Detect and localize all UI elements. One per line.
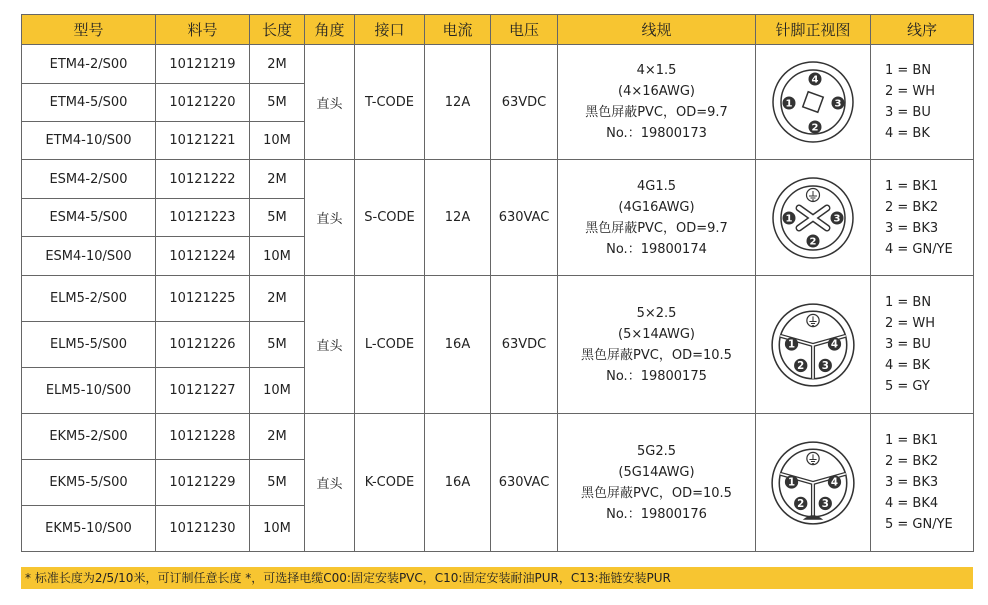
model-cell: ELM5-2/S00 bbox=[22, 276, 156, 322]
gauge-line: (5×14AWG) bbox=[618, 326, 695, 342]
interface-cell: T-CODE bbox=[355, 45, 425, 160]
ground-pin-icon bbox=[807, 452, 819, 464]
table-row bbox=[22, 276, 974, 322]
part-number-cell: 10121230 bbox=[156, 506, 250, 552]
gauge-line: No.：19800174 bbox=[606, 241, 707, 257]
part-number-cell: 10121220 bbox=[156, 84, 250, 122]
svg-text:4: 4 bbox=[830, 339, 839, 351]
wire-line: 2 = WH bbox=[885, 316, 936, 331]
wire-line: 2 = WH bbox=[885, 84, 936, 99]
gauge-line: 黑色屏蔽PVC，OD=9.7 bbox=[585, 220, 728, 236]
part-number-cell: 10121221 bbox=[156, 122, 250, 160]
length-cell: 5M bbox=[250, 199, 305, 237]
part-number-cell: 10121227 bbox=[156, 368, 250, 414]
pin-3 bbox=[819, 358, 832, 371]
gauge-line: 5G2.5 bbox=[636, 443, 677, 459]
length-cell: 5M bbox=[250, 322, 305, 368]
cable-gauge-cell bbox=[558, 276, 756, 414]
footnote: * 标准长度为2/5/10米，可订制任意长度 *，可选择电缆C00:固定安装PVC，C10:固定安装耐油PUR，C13:拖链安装PUR bbox=[21, 567, 973, 589]
table-row bbox=[22, 45, 974, 84]
length-cell: 10M bbox=[250, 506, 305, 552]
spec-table bbox=[21, 14, 974, 552]
pin-1 bbox=[785, 337, 798, 350]
part-number-cell: 10121226 bbox=[156, 322, 250, 368]
k-code-pin-diagram-icon bbox=[767, 437, 859, 529]
wire-line: 1 = BN bbox=[885, 63, 932, 78]
length-cell: 5M bbox=[250, 84, 305, 122]
svg-text:2: 2 bbox=[797, 360, 805, 372]
pin-view-cell bbox=[756, 414, 871, 552]
cable-gauge-cell bbox=[558, 160, 756, 276]
pin-1 bbox=[783, 211, 796, 224]
pin-2 bbox=[809, 121, 822, 134]
interface-cell: S-CODE bbox=[355, 160, 425, 276]
wire-line: 3 = BK3 bbox=[885, 220, 939, 236]
gauge-line: 4×1.5 bbox=[636, 63, 677, 78]
gauge-line: (5G14AWG) bbox=[618, 464, 695, 480]
model-cell: ETM4-2/S00 bbox=[22, 45, 156, 84]
wire-line: 3 = BU bbox=[885, 337, 931, 352]
length-cell: 10M bbox=[250, 368, 305, 414]
part-number-cell: 10121229 bbox=[156, 460, 250, 506]
cable-gauge-cell bbox=[558, 45, 756, 160]
length-cell: 2M bbox=[250, 414, 305, 460]
voltage-cell: 63VDC bbox=[491, 276, 558, 414]
wire-line: 1 = BN bbox=[885, 295, 932, 310]
wire-line: 4 = BK4 bbox=[885, 496, 939, 511]
gauge-line: (4×16AWG) bbox=[618, 84, 695, 99]
interface-cell: L-CODE bbox=[355, 276, 425, 414]
s-code-pin-diagram-icon bbox=[768, 173, 858, 263]
voltage-cell: 630VAC bbox=[491, 414, 558, 552]
wiring-cell bbox=[871, 45, 974, 160]
svg-text:4: 4 bbox=[811, 74, 819, 86]
wire-line: 4 = GN/YE bbox=[885, 241, 953, 257]
header-interface: 接口 bbox=[355, 15, 425, 45]
pin-4 bbox=[828, 475, 841, 488]
svg-text:3: 3 bbox=[834, 98, 842, 110]
length-cell: 2M bbox=[250, 160, 305, 199]
header-cable-gauge: 线规 bbox=[558, 15, 756, 45]
pin-2 bbox=[794, 358, 807, 371]
model-cell: EKM5-10/S00 bbox=[22, 506, 156, 552]
part-number-cell: 10121219 bbox=[156, 45, 250, 84]
ground-pin-icon bbox=[807, 188, 820, 201]
header-row bbox=[22, 15, 974, 45]
svg-text:4: 4 bbox=[830, 477, 839, 489]
wiring-cell bbox=[871, 276, 974, 414]
current-cell: 16A bbox=[425, 276, 491, 414]
model-cell: EKM5-5/S00 bbox=[22, 460, 156, 506]
model-cell: ETM4-10/S00 bbox=[22, 122, 156, 160]
header-angle: 角度 bbox=[305, 15, 355, 45]
ground-pin-icon bbox=[807, 314, 819, 326]
voltage-cell: 63VDC bbox=[491, 45, 558, 160]
svg-text:2: 2 bbox=[797, 498, 805, 510]
pin-3 bbox=[819, 496, 832, 509]
svg-text:3: 3 bbox=[821, 360, 829, 372]
current-cell: 12A bbox=[425, 45, 491, 160]
angle-cell: 直头 bbox=[305, 160, 355, 276]
voltage-cell: 630VAC bbox=[491, 160, 558, 276]
model-cell: ETM4-5/S00 bbox=[22, 84, 156, 122]
gauge-line: No.：19800175 bbox=[606, 368, 707, 384]
svg-text:1: 1 bbox=[787, 339, 796, 351]
wire-line: 1 = BK1 bbox=[885, 433, 939, 448]
gauge-line: No.：19800176 bbox=[606, 506, 707, 522]
svg-text:1: 1 bbox=[785, 213, 793, 224]
wire-line: 3 = BU bbox=[885, 105, 931, 120]
length-cell: 5M bbox=[250, 460, 305, 506]
wire-line: 5 = GN/YE bbox=[885, 517, 953, 532]
pin-4 bbox=[809, 73, 822, 86]
wire-line: 1 = BK1 bbox=[885, 178, 939, 194]
pin-4 bbox=[828, 337, 841, 350]
gauge-line: 黑色屏蔽PVC，OD=9.7 bbox=[585, 105, 728, 120]
table-row bbox=[22, 414, 974, 460]
length-cell: 10M bbox=[250, 122, 305, 160]
header-wiring: 线序 bbox=[871, 15, 974, 45]
svg-text:1: 1 bbox=[787, 477, 796, 489]
svg-text:1: 1 bbox=[785, 98, 793, 110]
current-cell: 16A bbox=[425, 414, 491, 552]
length-cell: 10M bbox=[250, 237, 305, 276]
model-cell: EKM5-2/S00 bbox=[22, 414, 156, 460]
pin-1 bbox=[783, 97, 796, 110]
header-part-number: 料号 bbox=[156, 15, 250, 45]
pin-view-cell bbox=[756, 160, 871, 276]
part-number-cell: 10121228 bbox=[156, 414, 250, 460]
model-cell: ELM5-5/S00 bbox=[22, 322, 156, 368]
header-voltage: 电压 bbox=[491, 15, 558, 45]
part-number-cell: 10121224 bbox=[156, 237, 250, 276]
model-cell: ELM5-10/S00 bbox=[22, 368, 156, 414]
model-cell: ESM4-2/S00 bbox=[22, 160, 156, 199]
angle-cell: 直头 bbox=[305, 45, 355, 160]
svg-text:3: 3 bbox=[833, 213, 841, 224]
pin-view-cell bbox=[756, 45, 871, 160]
wire-line: 2 = BK2 bbox=[885, 199, 939, 215]
gauge-line: (4G16AWG) bbox=[618, 199, 695, 215]
gauge-line: 黑色屏蔽PVC，OD=10.5 bbox=[581, 347, 732, 363]
pin-2 bbox=[807, 234, 820, 247]
table-row bbox=[22, 160, 974, 199]
part-number-cell: 10121222 bbox=[156, 160, 250, 199]
model-cell: ESM4-5/S00 bbox=[22, 199, 156, 237]
length-cell: 2M bbox=[250, 45, 305, 84]
header-model: 型号 bbox=[22, 15, 156, 45]
wire-line: 2 = BK2 bbox=[885, 454, 939, 469]
angle-cell: 直头 bbox=[305, 414, 355, 552]
gauge-line: 4G1.5 bbox=[636, 178, 677, 194]
gauge-line: 5×2.5 bbox=[636, 305, 677, 321]
part-number-cell: 10121225 bbox=[156, 276, 250, 322]
wire-line: 4 = BK bbox=[885, 126, 930, 141]
wire-line: 4 = BK bbox=[885, 358, 930, 373]
svg-text:3: 3 bbox=[821, 498, 829, 510]
gauge-line: 黑色屏蔽PVC，OD=10.5 bbox=[581, 485, 732, 501]
gauge-line: No.：19800173 bbox=[606, 126, 707, 141]
interface-cell: K-CODE bbox=[355, 414, 425, 552]
l-code-pin-diagram-icon bbox=[767, 299, 859, 391]
pin-2 bbox=[794, 496, 807, 509]
svg-text:2: 2 bbox=[811, 122, 819, 134]
length-cell: 2M bbox=[250, 276, 305, 322]
wire-line: 3 = BK3 bbox=[885, 475, 939, 490]
svg-text:2: 2 bbox=[809, 236, 817, 247]
wiring-cell bbox=[871, 414, 974, 552]
wire-line: 5 = GY bbox=[885, 379, 930, 394]
wiring-cell bbox=[871, 160, 974, 276]
cable-gauge-cell bbox=[558, 414, 756, 552]
header-current: 电流 bbox=[425, 15, 491, 45]
pin-1 bbox=[785, 475, 798, 488]
current-cell: 12A bbox=[425, 160, 491, 276]
pin-3 bbox=[831, 211, 844, 224]
pin-3 bbox=[832, 97, 845, 110]
pin-view-cell bbox=[756, 276, 871, 414]
header-length: 长度 bbox=[250, 15, 305, 45]
angle-cell: 直头 bbox=[305, 276, 355, 414]
m8-t-code-pin-diagram-icon bbox=[768, 57, 858, 147]
model-cell: ESM4-10/S00 bbox=[22, 237, 156, 276]
part-number-cell: 10121223 bbox=[156, 199, 250, 237]
header-pin-view: 针脚正视图 bbox=[756, 15, 871, 45]
